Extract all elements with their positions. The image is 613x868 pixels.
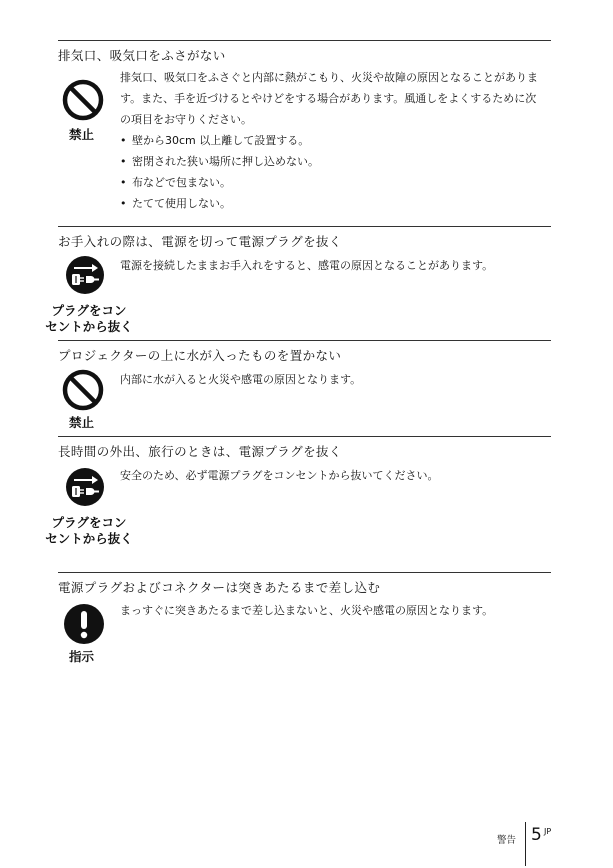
body-paragraph: 排気口、吸気口をふさぐと内部に熱がこもり、火災や故障の原因となることがあります。また、手を近づけるとやけどをする場合があります。風通しをよくするために次の項目をお守りください。: [120, 71, 538, 126]
warning-section-cleaning: [45, 226, 551, 340]
section-divider: [58, 340, 551, 341]
section-divider: [58, 436, 551, 437]
section-heading: 電源プラグおよびコネクターは突きあたるまで差し込む: [58, 580, 381, 595]
footer-section-label: 警告: [497, 835, 517, 846]
section-heading: 排気口、吸気口をふさがない: [58, 48, 226, 63]
warning-section-vents: [58, 40, 551, 226]
warning-section-away: [45, 436, 551, 572]
section-body: [120, 67, 540, 214]
icon-label-line: プラグをコン: [51, 303, 127, 318]
page-number: 5: [531, 825, 542, 845]
section-body: 内部に水が入ると火災や感電の原因となります。: [120, 373, 362, 386]
icon-label: 禁止: [69, 415, 95, 430]
section-heading: お手入れの際は、電源を切って電源プラグを抜く: [58, 234, 342, 249]
list-item: • 壁から30cm 以上離して設置する。: [120, 130, 540, 151]
footer-divider: [525, 822, 526, 866]
section-divider: [58, 572, 551, 573]
section-heading: プロジェクターの上に水が入ったものを置かない: [58, 348, 342, 363]
icon-label-line: プラグをコン: [51, 515, 127, 530]
unplug-icon: [65, 467, 105, 507]
warning-section-water: [58, 340, 551, 436]
icon-label: [44, 303, 134, 335]
icon-label: [44, 515, 134, 547]
icon-label-line: セントから抜く: [45, 319, 133, 334]
section-divider: [58, 226, 551, 227]
section-body: 電源を接続したままお手入れをすると、感電の原因となることがあります。: [120, 259, 494, 272]
section-divider: [58, 40, 551, 41]
unplug-icon: [65, 255, 105, 295]
section-body: 安全のため、必ず電源プラグをコンセントから抜いてください。: [120, 469, 439, 482]
icon-label-line: セントから抜く: [45, 531, 133, 546]
exclamation-icon: [63, 603, 105, 645]
warning-section-plug-insert: [58, 572, 551, 672]
list-item: • 布などで包まない。: [120, 172, 540, 193]
list-item: • たてて使用しない。: [120, 193, 540, 214]
prohibition-icon: [61, 78, 105, 122]
list-item: • 密閉された狭い場所に押し込めない。: [120, 151, 540, 172]
section-heading: 長時間の外出、旅行のときは、電源プラグを抜く: [58, 444, 342, 459]
bullet-list: [120, 130, 540, 214]
icon-label: 指示: [69, 649, 95, 664]
section-body: まっすぐに突きあたるまで差し込まないと、火災や感電の原因となります。: [120, 604, 494, 617]
page-language-suffix: JP: [544, 827, 552, 836]
icon-label: 禁止: [69, 127, 95, 142]
prohibition-icon: [61, 368, 105, 412]
